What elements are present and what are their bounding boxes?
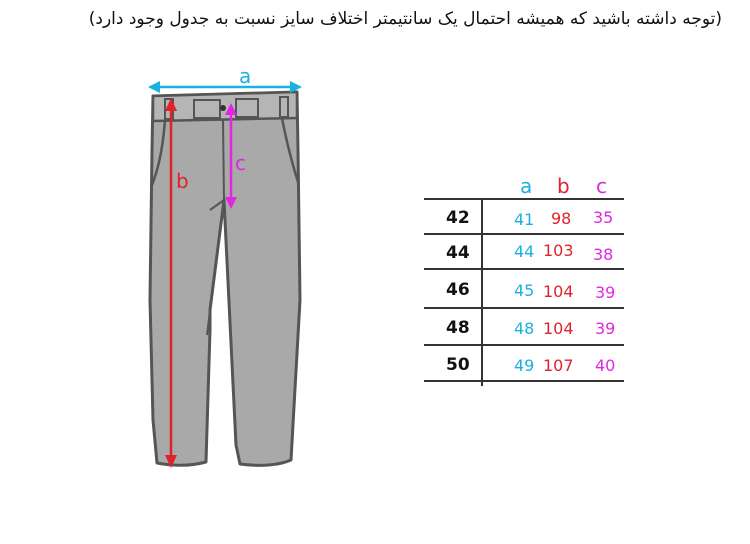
- table-divider: [424, 198, 624, 200]
- column-header-b: b: [557, 174, 570, 198]
- cell-c: 39: [595, 319, 616, 338]
- pants-button: [220, 105, 226, 111]
- table-divider: [424, 344, 624, 346]
- cell-a: 41: [514, 210, 535, 229]
- cell-a: 49: [514, 356, 535, 375]
- column-header-c: c: [596, 174, 607, 198]
- size-label: 50: [446, 355, 470, 375]
- belt-loop: [194, 100, 220, 118]
- size-chart-table: [424, 170, 628, 390]
- size-label: 46: [446, 280, 470, 300]
- belt-loop: [280, 97, 288, 117]
- size-label: 44: [446, 243, 470, 263]
- cell-b: 104: [543, 282, 574, 301]
- cell-b: 98: [551, 209, 572, 228]
- cell-a: 44: [514, 242, 535, 261]
- cell-b: 107: [543, 356, 574, 375]
- measure-label-b: b: [176, 169, 189, 193]
- cell-a: 45: [514, 281, 535, 300]
- belt-loop: [236, 99, 258, 117]
- pants-illustration: [150, 92, 300, 465]
- cell-b: 104: [543, 319, 574, 338]
- size-disclaimer-note: (توجه داشته باشید که همیشه احتمال یک سانتیمتر اختلاف سایز نسبت به جدول وجود دارد): [88, 9, 722, 29]
- table-divider: [424, 307, 624, 309]
- size-label: 42: [446, 208, 470, 228]
- table-divider: [424, 268, 624, 270]
- cell-c: 40: [595, 356, 616, 375]
- cell-a: 48: [514, 319, 535, 338]
- size-label: 48: [446, 318, 470, 338]
- cell-c: 35: [593, 208, 614, 227]
- cell-c: 38: [593, 245, 614, 264]
- measure-label-a: a: [239, 64, 252, 88]
- table-divider: [424, 233, 624, 235]
- column-header-a: a: [520, 174, 533, 198]
- cell-b: 103: [543, 241, 574, 260]
- arrowhead-a-left: [148, 81, 160, 93]
- table-vertical-divider: [481, 198, 483, 386]
- cell-c: 39: [595, 283, 616, 302]
- measure-label-c: c: [235, 151, 246, 175]
- table-divider: [424, 380, 624, 382]
